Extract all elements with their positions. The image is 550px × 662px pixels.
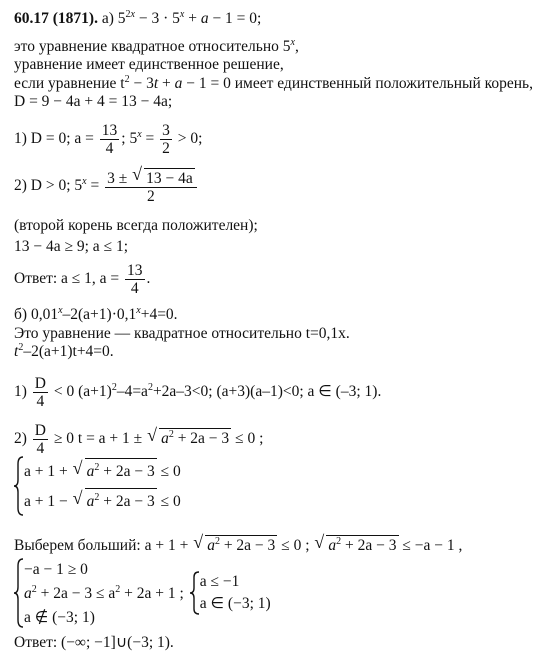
text-line-unique: уравнение имеет единственное решение, [14, 56, 284, 73]
choose-larger-line: Выберем больший: a + 1 + √ $a^2 + 2a - 3 \le 0$ ; √ $a^2 + 2a - 3 \le -a - 1$ , [14, 535, 462, 555]
system-3-row-2: a ∈ (−3; 1) [199, 595, 271, 612]
system-2-row-3: a ∉ (−3; 1) [24, 609, 95, 626]
fraction-d-4-2: $\frac{D}{4}$ [34, 422, 46, 457]
system-2-row-2: $a^2 + 2a - 3 \le a^2 + 2a + 1$ ; [24, 584, 184, 602]
part-b-case2: 2) $\frac{D}{4}$ ≥ 0 t = a + 1 ± √ $a^2 + 2a - 3 \le 0$ ; [14, 422, 263, 457]
system-1-row-1: a + 1 + √ $a^2 + 2a - 3 \le 0$ [24, 458, 181, 484]
fraction-3-2: $\frac{3}{2}$ [162, 122, 170, 157]
answer-fraction: $\frac{13}{4}$ [127, 262, 143, 297]
system-1 [14, 456, 181, 516]
answer-a: Ответ: a ≤ 1, a = $\frac{13}{4}$ . [14, 262, 151, 297]
note-line: (второй корень всегда положителен); [14, 217, 258, 234]
part-a-label: а) [101, 10, 114, 27]
left-brace-icon [14, 456, 24, 516]
system-2-row-1: −a − 1 ≥ 0 [24, 561, 88, 578]
problem-number: 60.17 (1871). [14, 10, 98, 27]
part-b-t-equation: $t^2-2(a+1)t+4=0$. [14, 342, 114, 360]
fraction-13-4: $\frac{13}{4}$ [101, 122, 118, 157]
part-b-equation: б) $0,01^x-2(a+1)\cdot 0,1^x+4=0$. [14, 305, 178, 323]
part-b-quadratic-line: Это уравнение — квадратное относительно t=0,1x. [14, 325, 350, 342]
system-2 [14, 558, 271, 628]
left-brace-icon [190, 571, 200, 615]
discriminant-line: D = 9 − 4a + 4 = 13 − 4a; [14, 93, 173, 110]
fraction-root: $\frac{3 \pm √ 13 - 4a}{2}$ [105, 168, 197, 205]
left-brace-icon [14, 558, 24, 628]
sqrt-discriminant: √ $a^2 + 2a - 3$ [147, 428, 231, 448]
sqrt-13-4a: √ 13 − 4a [132, 168, 195, 187]
case1-line: 1) D = 0; a = $\frac{13}{4}$ ; $5^x$ = $\frac{3}{2}$ > 0; [14, 122, 203, 157]
system-3-row-1: a ≤ −1 [199, 573, 240, 590]
fraction-d-4: $\frac{D}{4}$ [34, 375, 46, 410]
part-b-case1: 1) $\frac{D}{4}$ < 0 $(a+1)^2-4=a^2+2a-3<0$; (a+3)(a–1)<0; a ∈ (–3; 1). [14, 375, 382, 410]
system-1-row-2: a + 1 − √ $a^2 + 2a - 3 \le 0$ [24, 488, 181, 514]
inequality-line: 13 − 4a ≥ 9; a ≤ 1; [14, 238, 129, 255]
problem-header: 60.17 (1871). а) $5^{2x} - 3 \cdot 5^x + a - 1 = 0$; [14, 9, 262, 27]
text-line-quadratic: это уравнение квадратное относительно 5$^x$, [14, 37, 299, 55]
text-line-if: если уравнение $t^2 - 3t + a - 1 = 0$ имеет единственный положительный корень, [14, 74, 533, 92]
answer-b: Ответ: (−∞; −1]∪(−3; 1). [14, 634, 174, 651]
case2-line: 2) D > 0; $5^x$ = $\frac{3 \pm √ 13 - 4a}{2}$ [14, 168, 199, 205]
